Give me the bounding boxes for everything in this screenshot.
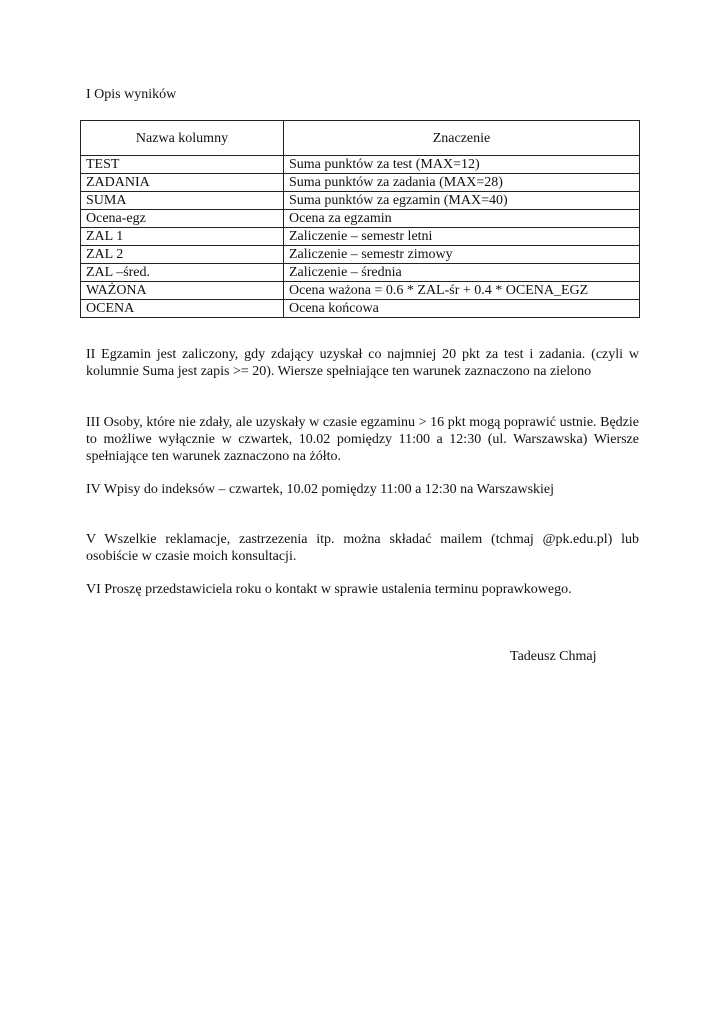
column-meaning-cell: Suma punktów za test (MAX=12): [284, 156, 640, 174]
column-header: Znaczenie: [284, 121, 640, 156]
column-meaning-cell: Zaliczenie – średnia: [284, 264, 640, 282]
column-name-cell: SUMA: [81, 192, 284, 210]
column-name-cell: ZAL 1: [81, 228, 284, 246]
table-row: [81, 156, 640, 174]
column-name-cell: ZAL –śred.: [81, 264, 284, 282]
table-row: [81, 282, 640, 300]
paragraph-passing-rule: II Egzamin jest zaliczony, gdy zdający uzyskał co najmniej 20 pkt za test i zadania. (czyli w kolumnie Suma jest zapis >= 20). Wiersze spełniające ten warunek zaznaczono na zielono: [86, 347, 639, 379]
table-row: [81, 246, 640, 264]
column-name-cell: TEST: [81, 156, 284, 174]
table-row: [81, 300, 640, 318]
paragraph-oral-retake: III Osoby, które nie zdały, ale uzyskały w czasie egzaminu > 16 pkt mogą poprawić ustnie. Będzie to możliwe wyłącznie w czwartek, 10.02 pomiędzy 11:00 a 12:30 (ul. Warszawska) Wiersze spełniające ten warunek zaznaczono na żółto.: [86, 415, 639, 464]
column-meaning-cell: Ocena końcowa: [284, 300, 640, 318]
column-name-cell: OCENA: [81, 300, 284, 318]
table-header-row: [81, 121, 640, 156]
paragraph-representative: VI Proszę przedstawiciela roku o kontakt w sprawie ustalenia terminu poprawkowego.: [86, 582, 572, 597]
column-name-cell: WAŻONA: [81, 282, 284, 300]
column-meaning-cell: Ocena za egzamin: [284, 210, 640, 228]
column-header: Nazwa kolumny: [81, 121, 284, 156]
column-meaning-cell: Ocena ważona = 0.6 * ZAL-śr + 0.4 * OCENA_EGZ: [284, 282, 640, 300]
section-heading: I Opis wyników: [86, 87, 177, 102]
table-row: [81, 264, 640, 282]
table-row: [81, 174, 640, 192]
column-meaning-cell: Suma punktów za zadania (MAX=28): [284, 174, 640, 192]
table-row: [81, 210, 640, 228]
column-name-cell: ZADANIA: [81, 174, 284, 192]
column-meaning-cell: Zaliczenie – semestr zimowy: [284, 246, 640, 264]
column-name-cell: ZAL 2: [81, 246, 284, 264]
column-meaning-cell: Zaliczenie – semestr letni: [284, 228, 640, 246]
paragraph-complaints: V Wszelkie reklamacje, zastrzezenia itp. można składać mailem (tchmaj @pk.edu.pl) lub osobiście w czasie moich konsultacji.: [86, 532, 639, 564]
paragraph-index-entries: IV Wpisy do indeksów – czwartek, 10.02 pomiędzy 11:00 a 12:30 na Warszawskiej: [86, 482, 555, 497]
column-name-cell: Ocena-egz: [81, 210, 284, 228]
column-meaning-cell: Suma punktów za egzamin (MAX=40): [284, 192, 640, 210]
table-row: [81, 228, 640, 246]
columns-table: [80, 120, 640, 318]
table-row: [81, 192, 640, 210]
signature: Tadeusz Chmaj: [510, 649, 597, 664]
